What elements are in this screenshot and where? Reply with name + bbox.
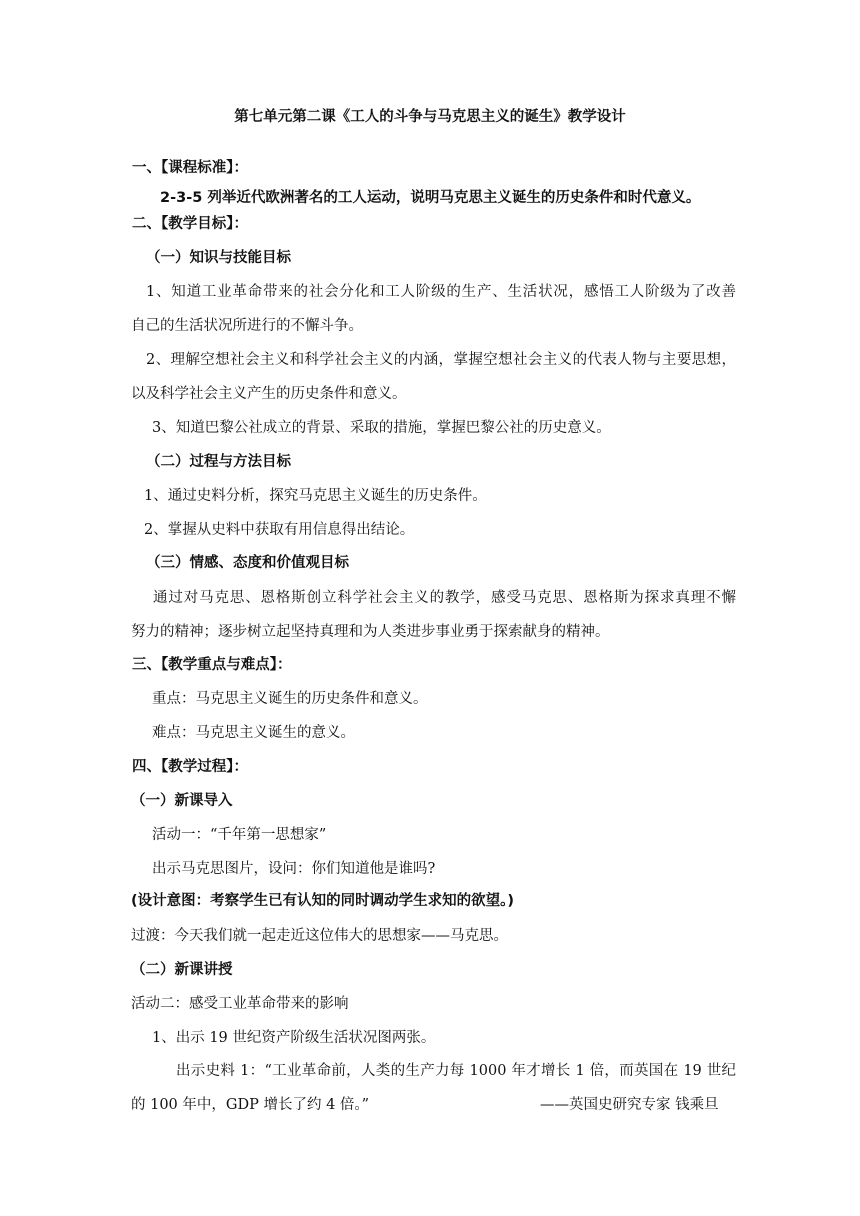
emotion-text-line1: 通过对马克思、恩格斯创立科学社会主义的教学，感受马克思、恩格斯为探求真理不懈 bbox=[153, 590, 736, 606]
process-item-2: 2、掌握从史料中获取有用信息得出结论。 bbox=[144, 522, 415, 538]
section-heading-objectives: 二、【教学目标】： bbox=[132, 216, 248, 232]
emotion-text-line2: 努力的精神；逐步树立起坚持真理和为人类进步事业勇于探索献身的精神。 bbox=[131, 624, 610, 640]
item-1-show-images: 1、出示 19 世纪资产阶级生活状况图两张。 bbox=[152, 1030, 436, 1046]
source-1-attribution: ——英国史研究专家 钱乘旦 bbox=[540, 1097, 719, 1113]
difficult-point: 难点：马克思主义诞生的意义。 bbox=[152, 725, 355, 741]
section-heading-curriculum: 一、【课程标准】： bbox=[132, 160, 248, 176]
step-heading-introduction: （一）新课导入 bbox=[131, 793, 233, 809]
page-title: 第七单元第二课《工人的斗争与马克思主义的诞生》教学设计 bbox=[234, 109, 626, 125]
activity-2: 活动二：感受工业革命带来的影响 bbox=[131, 996, 349, 1012]
source-1-line2: 的 100 年中，GDP 增长了约 4 倍。” bbox=[131, 1097, 370, 1113]
knowledge-item-2-line2: 以及科学社会主义产生的历史条件和意义。 bbox=[131, 386, 407, 402]
transition-text: 过渡：今天我们就一起走近这位伟大的思想家——马克思。 bbox=[131, 928, 508, 944]
section-heading-process: 四、【教学过程】： bbox=[132, 759, 248, 775]
design-intent: (设计意图：考察学生已有认知的同时调动学生求知的欲望。) bbox=[131, 893, 515, 909]
subheading-emotion-values: （三）情感、态度和价值观目标 bbox=[146, 555, 349, 571]
source-1-line1: 出示史料 1：“工业革命前，人类的生产力每 1000 年才增长 1 倍，而英国在 19 世纪 bbox=[176, 1063, 736, 1079]
show-marx-photo: 出示马克思图片，设问：你们知道他是谁吗? bbox=[152, 861, 436, 877]
section-heading-key-difficult: 三、【教学重点与难点】： bbox=[132, 657, 292, 673]
knowledge-item-1-line1: 1、知道工业革命带来的社会分化和工人阶级的生产、生活状况，感悟工人阶级为了改善 bbox=[146, 284, 736, 300]
subheading-process-methods: （二）过程与方法目标 bbox=[146, 454, 291, 470]
knowledge-item-2-line1: 2、理解空想社会主义和科学社会主义的内涵，掌握空想社会主义的代表人物与主要思想， bbox=[146, 352, 736, 368]
subheading-knowledge-skills: （一）知识与技能目标 bbox=[146, 250, 291, 266]
knowledge-item-1-line2: 自己的生活状况所进行的不懈斗争。 bbox=[131, 318, 363, 334]
process-item-1: 1、通过史料分析，探究马克思主义诞生的历史条件。 bbox=[144, 488, 487, 504]
activity-1: 活动一：“千年第一思想家” bbox=[152, 827, 327, 843]
knowledge-item-3: 3、知道巴黎公社成立的背景、采取的措施，掌握巴黎公社的历史意义。 bbox=[152, 420, 611, 436]
step-heading-new-lesson: （二）新课讲授 bbox=[131, 962, 233, 978]
key-point: 重点：马克思主义诞生的历史条件和意义。 bbox=[152, 691, 428, 707]
curriculum-standard-text: 2-3-5 列举近代欧洲著名的工人运动，说明马克思主义诞生的历史条件和时代意义。 bbox=[160, 190, 701, 206]
